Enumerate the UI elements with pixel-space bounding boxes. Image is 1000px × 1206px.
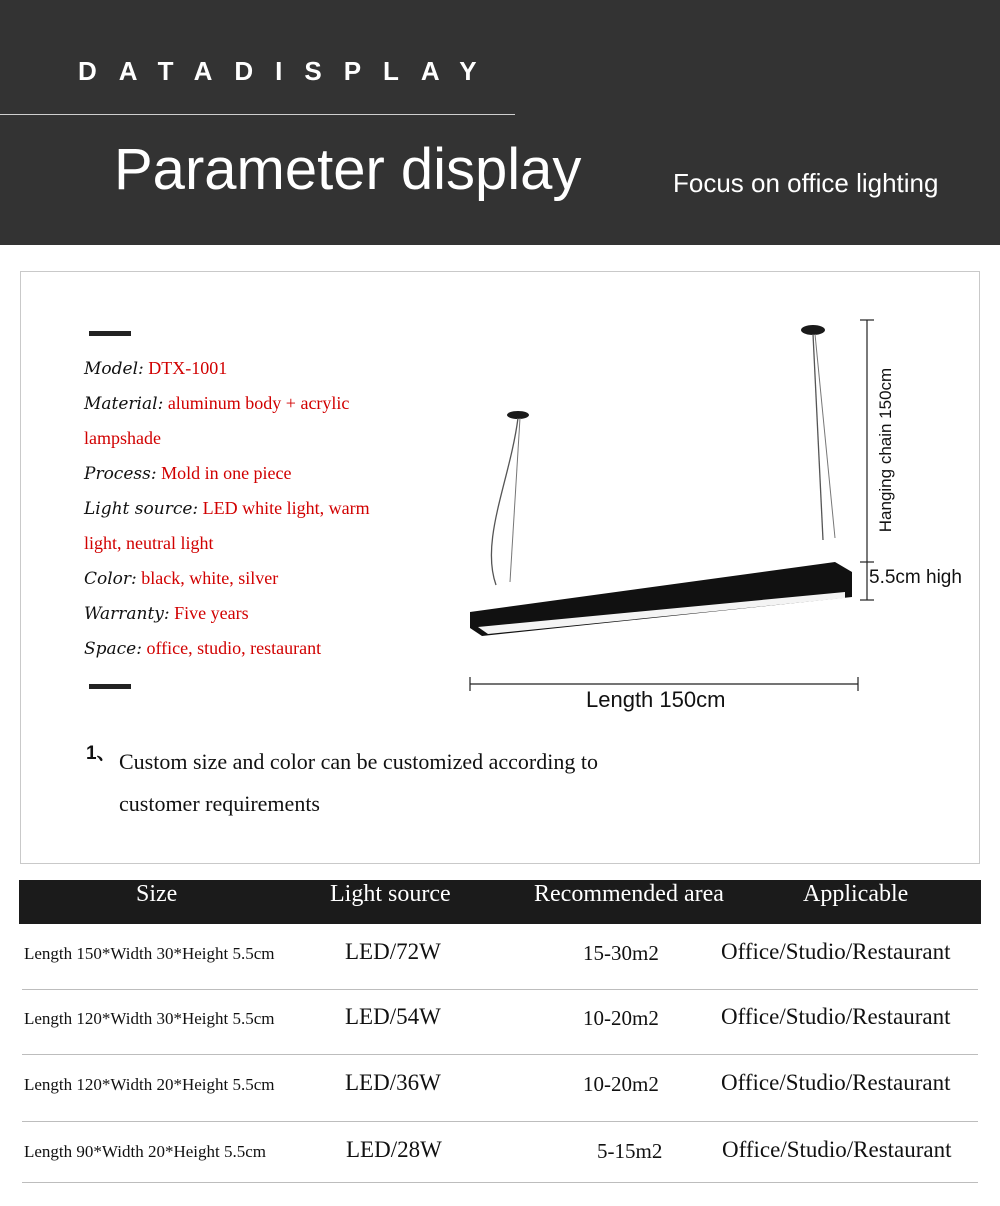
- cell-light-source: LED/36W: [345, 1070, 441, 1095]
- note-line-1: Custom size and color can be customized according to: [119, 749, 598, 774]
- cell-area: 10-20m2: [583, 1072, 659, 1096]
- spec-value: LED white light, warm: [202, 498, 370, 518]
- cell-applicable: Office/Studio/Restaurant: [721, 939, 951, 964]
- page-subtitle: Focus on office lighting: [673, 168, 939, 198]
- length-label: Length 150cm: [586, 687, 726, 712]
- spec-top-bar: [89, 331, 131, 336]
- spec-label: Model:: [84, 359, 144, 379]
- spec-label: Warranty:: [84, 604, 170, 624]
- spec-value: Five years: [174, 603, 249, 623]
- table-row: [0, 991, 1000, 1056]
- spec-value: black, white, silver: [141, 568, 279, 588]
- cell-size: Length 120*Width 20*Height 5.5cm: [24, 1075, 275, 1094]
- page-title: Parameter display: [114, 137, 582, 202]
- spec-label: Process:: [84, 464, 157, 484]
- spec-label: Color:: [84, 569, 137, 589]
- cell-light-source: LED/28W: [346, 1137, 442, 1162]
- cell-size: Length 90*Width 20*Height 5.5cm: [24, 1142, 267, 1161]
- cell-area: 15-30m2: [583, 941, 659, 965]
- spec-label: Space:: [84, 639, 142, 659]
- cell-size: Length 150*Width 30*Height 5.5cm: [24, 944, 275, 963]
- spec-material: [84, 393, 349, 414]
- brand-wordmark: DATADISPLAY: [78, 56, 499, 86]
- spec-warranty: [84, 603, 249, 624]
- spec-light-source: [84, 498, 370, 519]
- spec-space: [84, 638, 321, 659]
- cell-light-source: LED/54W: [345, 1004, 441, 1029]
- cell-area: 10-20m2: [583, 1006, 659, 1030]
- spec-value: office, studio, restaurant: [146, 638, 322, 658]
- row-divider: [22, 989, 978, 990]
- header-applicable: Applicable: [803, 881, 909, 907]
- cell-area: 5-15m2: [597, 1139, 663, 1163]
- spec-value: DTX-1001: [148, 358, 228, 378]
- spec-light-source-cont: light, neutral light: [84, 533, 214, 553]
- left-canopy: [507, 411, 529, 419]
- pendant-lamp-illustration: [440, 300, 1000, 730]
- spec-label: Material:: [84, 394, 164, 414]
- table-row: [0, 1056, 1000, 1121]
- header-light-source: Light source: [330, 881, 451, 907]
- left-wire-2: [510, 418, 520, 582]
- spec-bottom-bar: [89, 684, 131, 689]
- height-label: 5.5cm high: [869, 567, 962, 588]
- row-divider: [22, 1182, 978, 1183]
- cell-size: Length 120*Width 30*Height 5.5cm: [24, 1009, 275, 1028]
- cell-applicable: Office/Studio/Restaurant: [722, 1137, 952, 1162]
- cell-light-source: LED/72W: [345, 939, 441, 964]
- spec-value: Mold in one piece: [161, 463, 292, 483]
- row-divider: [22, 1054, 978, 1055]
- cell-applicable: Office/Studio/Restaurant: [721, 1004, 951, 1029]
- right-canopy: [801, 325, 825, 335]
- spec-material-cont: lampshade: [84, 428, 161, 448]
- header-banner: [0, 0, 1000, 245]
- row-divider: [22, 1121, 978, 1122]
- left-wire: [491, 418, 518, 585]
- cell-applicable: Office/Studio/Restaurant: [721, 1070, 951, 1095]
- spec-process: [84, 463, 292, 484]
- table-row: [0, 926, 1000, 991]
- header-size: Size: [136, 881, 178, 907]
- note-line-2: customer requirements: [119, 791, 320, 816]
- header-divider: [0, 114, 515, 115]
- spec-color: [84, 568, 278, 589]
- table-header: [19, 880, 981, 924]
- spec-value: aluminum body + acrylic: [167, 393, 350, 413]
- note-number: 1、: [86, 743, 116, 764]
- spec-label: Light source:: [84, 499, 199, 519]
- header-recommended-area: Recommended area: [534, 881, 724, 907]
- hanging-chain-label: Hanging chain 150cm: [876, 367, 895, 533]
- spec-model: [84, 358, 227, 379]
- table-row: [0, 1123, 1000, 1188]
- hanging-chain-label-wrap: [876, 360, 896, 540]
